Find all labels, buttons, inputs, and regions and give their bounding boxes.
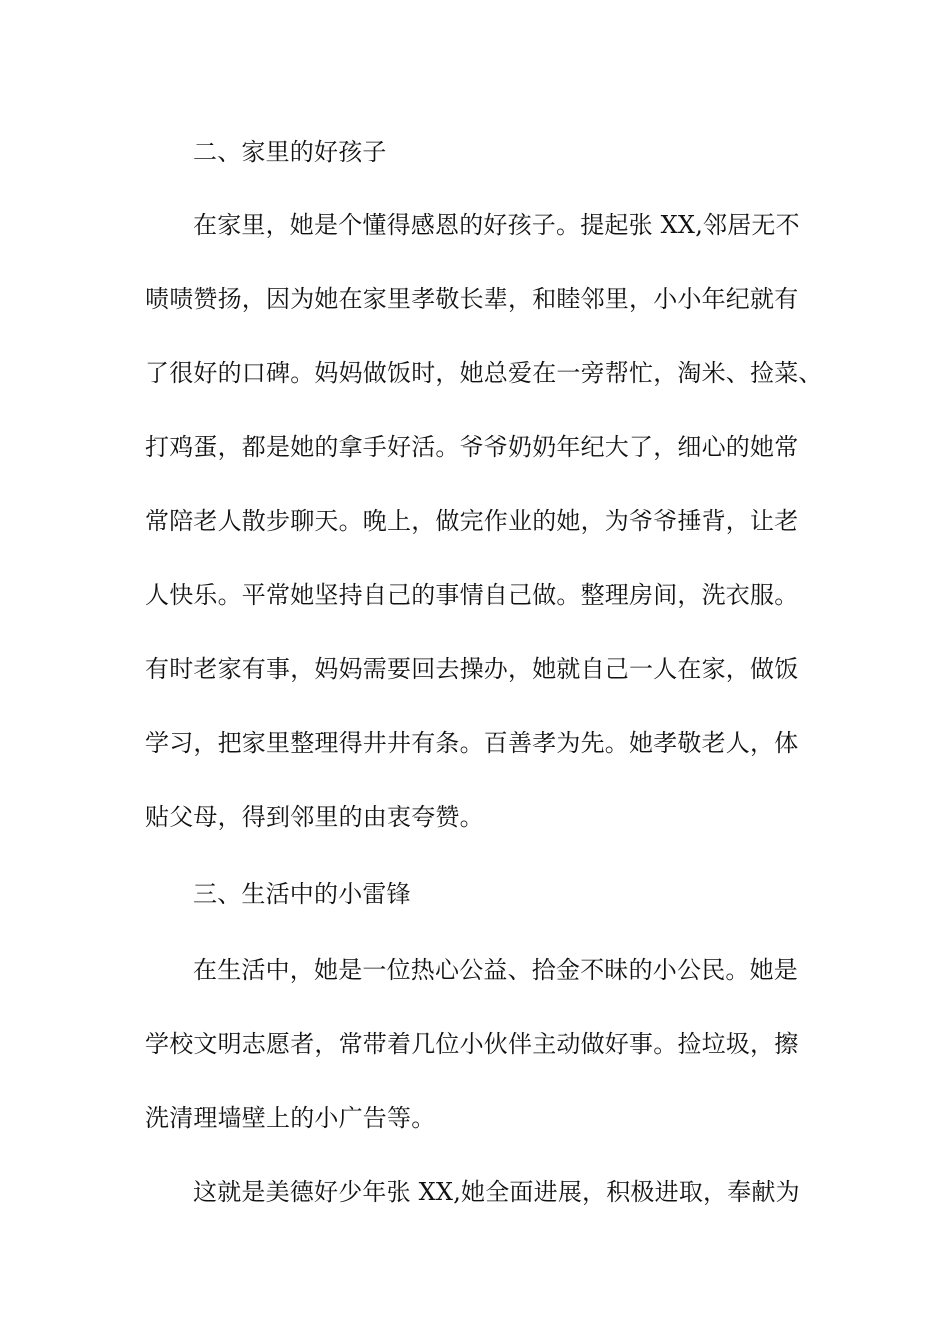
paragraph-line: 洗清理墙壁上的小广告等。 bbox=[145, 1104, 436, 1132]
section-heading-little-leifeng: 三、生活中的小雷锋 bbox=[193, 880, 411, 908]
paragraph-line: 了很好的口碑。妈妈做饭时，她总爱在一旁帮忙，淘米、捡菜、 bbox=[145, 359, 823, 387]
paragraph-line: 学校文明志愿者，常带着几位小伙伴主动做好事。捡垃圾，擦 bbox=[145, 1030, 799, 1058]
paragraph-line: 在家里，她是个懂得感恩的好孩子。提起张 XX,邻居无不 bbox=[193, 211, 800, 239]
paragraph-line: 贴父母，得到邻里的由衷夸赞。 bbox=[145, 803, 484, 831]
paragraph-line: 学习，把家里整理得井井有条。百善孝为先。她孝敬老人，体 bbox=[145, 729, 799, 757]
paragraph-line: 有时老家有事，妈妈需要回去操办，她就自己一人在家，做饭 bbox=[145, 655, 799, 683]
paragraph-line: 在生活中，她是一位热心公益、拾金不昧的小公民。她是 bbox=[193, 956, 798, 984]
paragraph-line: 人快乐。平常她坚持自己的事情自己做。整理房间，洗衣服。 bbox=[145, 581, 799, 609]
paragraph-line: 打鸡蛋，都是她的拿手好活。爷爷奶奶年纪大了，细心的她常 bbox=[145, 433, 799, 461]
paragraph-line: 啧啧赞扬，因为她在家里孝敬长辈，和睦邻里，小小年纪就有 bbox=[145, 285, 799, 313]
paragraph-line: 这就是美德好少年张 XX,她全面进展，积极进取，奉献为 bbox=[193, 1178, 800, 1206]
section-heading-good-child: 二、家里的好孩子 bbox=[193, 138, 387, 166]
paragraph-line: 常陪老人散步聊天。晚上，做完作业的她，为爷爷捶背，让老 bbox=[145, 507, 799, 535]
